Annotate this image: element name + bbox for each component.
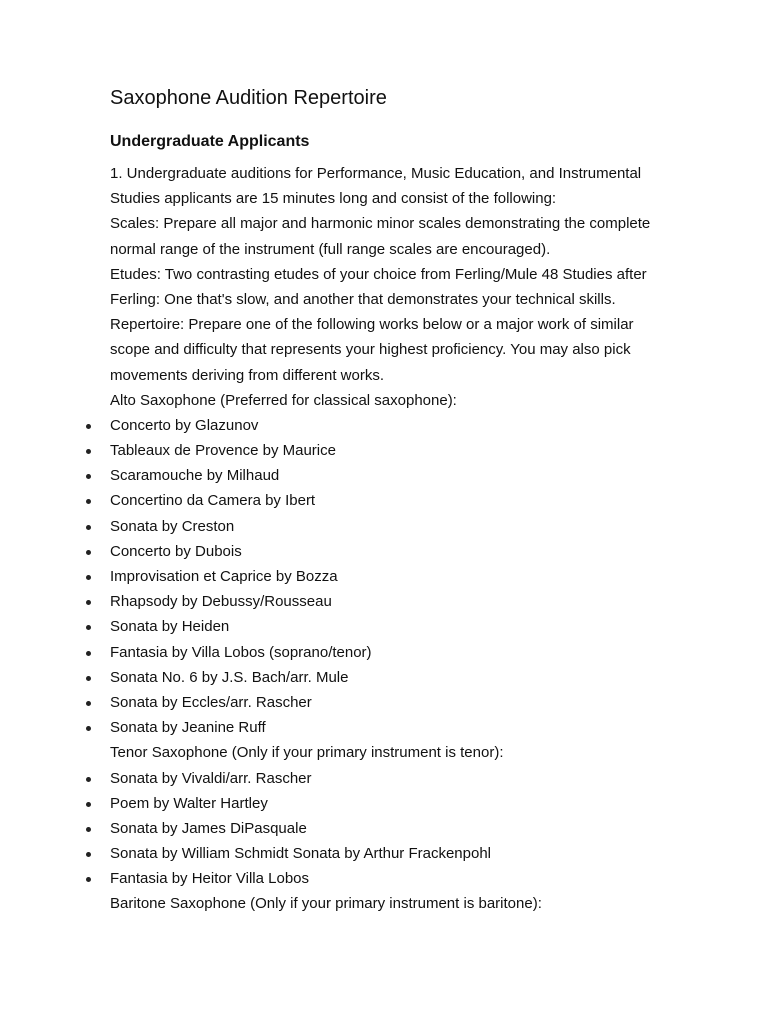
intro-line: Studies applicants are 15 minutes long and consist of the following: [110,190,557,208]
list-item-label: Sonata by Creston [110,517,235,535]
intro-line: Repertoire: Prepare one of the following works below or a major work of similar [110,316,634,334]
intro-line: 1. Undergraduate auditions for Performance, Music Education, and Instrumental [110,165,642,182]
list-item [110,665,670,690]
bullet-icon [86,550,91,555]
list-item-label: Sonata by William Schmidt Sonata by Arthur Frackenpohl [110,845,492,863]
bullet-icon [86,625,91,630]
list-item-label: Tableaux de Provence by Maurice [110,442,336,460]
list-item [110,413,670,438]
list-item-label: Sonata by Eccles/arr. Rascher [110,693,312,711]
list-item-label: Fantasia by Heitor Villa Lobos [110,870,309,888]
list-item [110,589,670,614]
list-item-label: Rhapsody by Debussy/Rousseau [110,593,332,611]
list-item [110,564,670,589]
bullet-icon [86,676,91,681]
bullet-icon [86,600,91,605]
alto-saxophone-heading: Alto Saxophone (Preferred for classical saxophone): [110,391,457,409]
bullet-icon [86,726,91,731]
list-item [110,816,670,841]
bullet-icon [86,499,91,504]
list-item-label: Sonata by Jeanine Ruff [110,719,266,737]
document-body [110,161,670,917]
list-item [110,614,670,639]
list-item-label: Concertino da Camera by Ibert [110,492,316,510]
intro-line: scope and difficulty that represents your highest proficiency. You may also pick [110,341,631,359]
bullet-icon [86,449,91,454]
bullet-icon [86,852,91,857]
list-item [110,438,670,463]
intro-line: Ferling: One that's slow, and another that demonstrates your technical skills. [110,290,616,308]
page-title: Saxophone Audition Repertoire [110,87,387,109]
intro-line: movements deriving from different works. [110,366,384,384]
list-item [110,488,670,513]
bullet-icon [86,525,91,530]
list-item [110,791,670,816]
bullet-icon [86,701,91,706]
list-item [110,463,670,488]
tenor-repertoire-list [110,766,670,892]
list-item-label: Poem by Walter Hartley [110,794,268,812]
intro-line: normal range of the instrument (full range scales are encouraged). [110,240,551,258]
list-item [110,690,670,715]
list-item-label: Concerto by Dubois [110,542,242,560]
bullet-icon [86,474,91,479]
list-item-label: Scaramouche by Milhaud [110,467,280,485]
list-item [110,766,670,791]
list-item-label: Sonata by Heiden [110,618,230,636]
list-item-label: Sonata No. 6 by J.S. Bach/arr. Mule [110,668,349,686]
list-item-label: Sonata by Vivaldi/arr. Rascher [110,769,312,787]
list-item [110,866,670,891]
list-item [110,640,670,665]
bullet-icon [86,777,91,782]
bullet-icon [86,424,91,429]
list-item [110,514,670,539]
list-item [110,539,670,564]
section-heading-undergraduate: Undergraduate Applicants [110,133,310,150]
intro-line: Etudes: Two contrasting etudes of your choice from Ferling/Mule 48 Studies after [110,265,647,283]
list-item [110,715,670,740]
bullet-icon [86,802,91,807]
list-item [110,841,670,866]
tenor-saxophone-heading: Tenor Saxophone (Only if your primary instrument is tenor): [110,744,504,762]
intro-line: Scales: Prepare all major and harmonic minor scales demonstrating the complete [110,215,651,233]
list-item-label: Fantasia by Villa Lobos (soprano/tenor) [110,643,372,661]
bullet-icon [86,651,91,656]
bullet-icon [86,877,91,882]
list-item-label: Concerto by Glazunov [110,416,259,434]
bullet-icon [86,827,91,832]
list-item-label: Improvisation et Caprice by Bozza [110,568,338,585]
list-item-label: Sonata by James DiPasquale [110,819,307,837]
baritone-saxophone-heading: Baritone Saxophone (Only if your primary instrument is baritone): [110,895,542,913]
alto-repertoire-list [110,413,670,740]
bullet-icon [86,575,91,580]
